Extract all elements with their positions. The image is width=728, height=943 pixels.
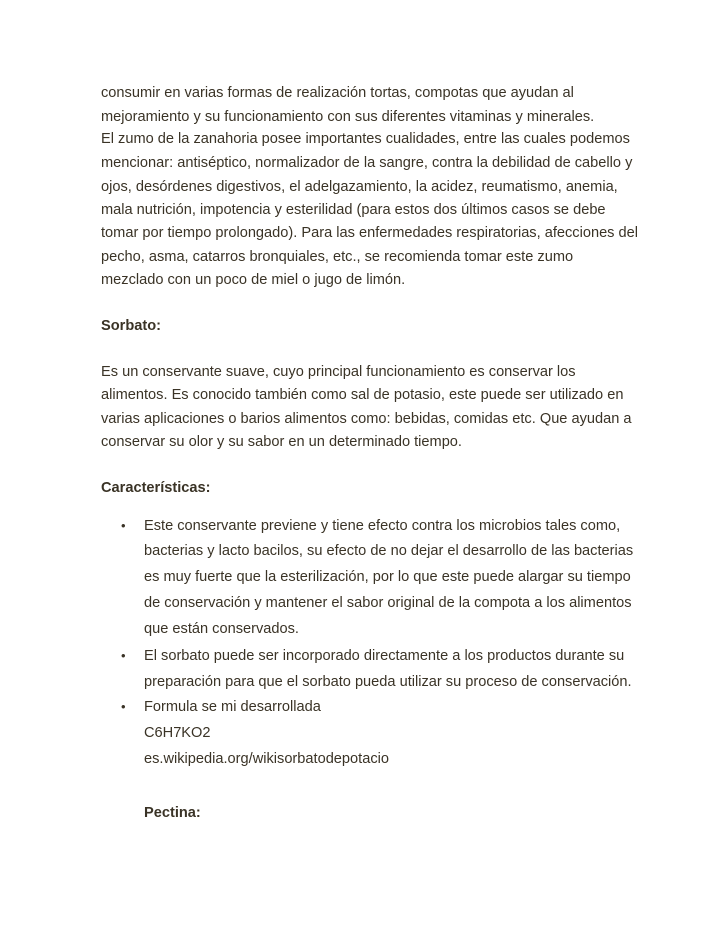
sorbato-heading: Sorbato: [101, 318, 161, 334]
text-line: Formula se mi desarrollada [144, 699, 321, 715]
text-line: El zumo de la zanahoria posee importantes cualidades, entre las cuales podemos [101, 131, 630, 147]
text-line: alimentos. Es conocido también como sal de potasio, este puede ser utilizado en [101, 387, 624, 403]
chemical-formula: C6H7KO2 [144, 725, 211, 741]
reference-link: es.wikipedia.org/wikisorbatodepotacio [144, 751, 389, 767]
text-line: mala nutrición, impotencia y esterilidad (para estos dos últimos casos se debe [101, 202, 606, 218]
text-line: El sorbato puede ser incorporado directamente a los productos durante su [144, 648, 625, 664]
text-line: tomar por tiempo prolongado). Para las enfermedades respiratorias, afecciones del [101, 225, 639, 241]
text-line: ojos, desórdenes digestivos, el adelgazamiento, la acidez, reumatismo, anemia, [101, 179, 618, 195]
text-line: Este conservante previene y tiene efecto contra los microbios tales como, [144, 518, 621, 534]
bullet-icon: • [121, 518, 126, 533]
text-line: que están conservados. [144, 621, 299, 637]
text-line: preparación para que el sorbato pueda utilizar su proceso de conservación. [144, 674, 632, 690]
bullet-icon: • [121, 699, 126, 714]
bullet-icon: • [121, 648, 126, 663]
text-line: varias aplicaciones o barios alimentos como: bebidas, comidas etc. Que ayudan a [101, 411, 632, 427]
text-line: consumir en varias formas de realización tortas, compotas que ayudan al [101, 85, 574, 101]
text-line: conservar su olor y su sabor en un determinado tiempo. [101, 434, 462, 450]
text-line: Es un conservante suave, cuyo principal funcionamiento es conservar los [101, 364, 576, 380]
text-line: mencionar: antiséptico, normalizador de la sangre, contra la debilidad de cabello y [101, 155, 633, 171]
text-line: mezclado con un poco de miel o jugo de limón. [101, 272, 406, 288]
caracteristicas-heading: Características: [101, 480, 211, 496]
text-line: bacterias y lacto bacilos, su efecto de no dejar el desarrollo de las bacterias [144, 543, 634, 559]
text-line: es muy fuerte que la esterilización, por lo que este puede alargar su tiempo [144, 569, 631, 585]
text-line: pecho, asma, catarros bronquiales, etc., se recomienda tomar este zumo [101, 249, 574, 265]
text-line: mejoramiento y su funcionamiento con sus diferentes vitaminas y minerales. [101, 109, 595, 125]
text-line: de conservación y mantener el sabor original de la compota a los alimentos [144, 595, 632, 611]
pectina-heading: Pectina: [144, 805, 201, 821]
